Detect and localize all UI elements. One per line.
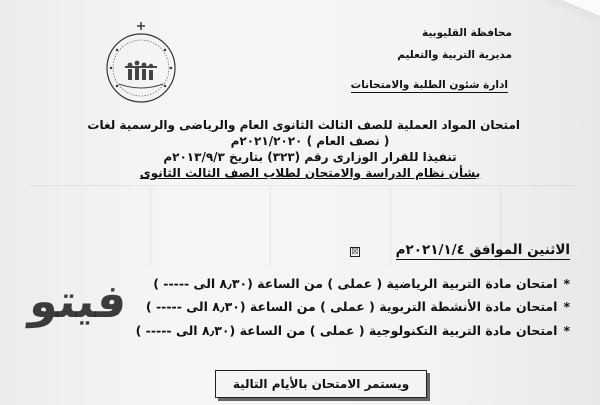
exam-term: ( نصف العام ) ٢٠٢١/٢٠٢٠م xyxy=(230,134,390,148)
exam-item-text: امتحان مادة التربية التكنولوجية ( عملى ) من الساعة (٨٫٣٠ الى ----- ) xyxy=(135,323,558,338)
publisher-watermark-logo: فيتو xyxy=(27,274,130,328)
exam-title: امتحان المواد العملية للصف الثالث الثانوى العام والرياضى والرسمية لغات xyxy=(87,118,520,132)
department-name: ادارة شئون الطلبة والامتحانات xyxy=(350,79,508,91)
bullet-icon: * xyxy=(563,276,570,291)
exam-item xyxy=(146,299,570,314)
exam-item-text: امتحان مادة التربية الرياضية ( عملى ) من الساعة (٨٫٣٠ الى ----- ) xyxy=(153,276,558,291)
checkbox-marker-icon: ☒ xyxy=(351,247,359,256)
decree-subject: بشأن نظام الدراسة والامتحان لطلاب الصف الثالث الثانوى xyxy=(139,166,481,180)
governorate-name: محافظة القليوبية xyxy=(422,27,512,39)
exam-item xyxy=(153,276,570,291)
exam-item-text: امتحان مادة الأنشطة التربوية ( عملى ) من الساعة (٨٫٣٠ الى ----- ) xyxy=(145,299,558,314)
exam-item xyxy=(136,323,570,338)
directorate-name: مديرية التربية والتعليم xyxy=(397,49,512,61)
bullet-icon: * xyxy=(563,299,570,314)
exam-date-heading: الاثنين الموافق ٢٠٢١/١/٤م xyxy=(395,242,570,258)
bullet-icon: * xyxy=(563,323,570,338)
decree-reference: تنفيذا للقرار الوزارى رقم (٣٢٣) بتاريخ ٢٠١٣/٩/٣م xyxy=(163,150,457,164)
ministry-seal-logo xyxy=(95,20,187,108)
continue-note-box: ويستمر الامتحان بالأيام التالية xyxy=(215,370,427,398)
page-fold-corner xyxy=(562,0,600,16)
